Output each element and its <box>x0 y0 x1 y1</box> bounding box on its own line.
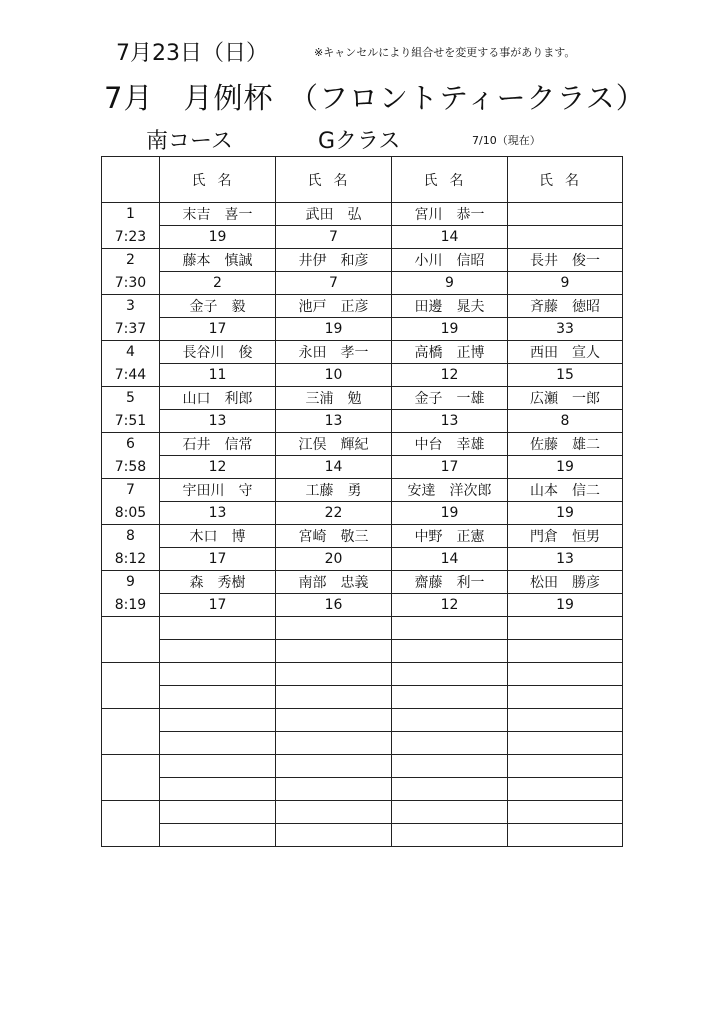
empty-cell <box>508 755 623 778</box>
player-handicap: 9 <box>392 272 508 295</box>
player-handicap: 12 <box>392 364 508 387</box>
empty-cell <box>276 732 392 755</box>
empty-cell <box>508 732 623 755</box>
player-name: 武田 弘 <box>276 203 392 226</box>
player-name: 田邊 晁夫 <box>392 295 508 318</box>
player-name: 長井 俊一 <box>508 249 623 272</box>
player-name: 安達 洋次郎 <box>392 479 508 502</box>
class-name: Gクラス <box>318 129 401 154</box>
player-name: 中野 正憲 <box>392 525 508 548</box>
group-handicap-row <box>102 548 623 571</box>
player-handicap: 8 <box>508 410 623 433</box>
empty-cell <box>392 640 508 663</box>
header-row <box>102 157 623 203</box>
player-name: 西田 宣人 <box>508 341 623 364</box>
tee-time: 7:51 <box>102 410 160 433</box>
as-of-date: 7/10（現在） <box>472 134 541 147</box>
group-number: 2 <box>102 249 160 272</box>
tee-time: 8:05 <box>102 502 160 525</box>
empty-row <box>102 617 623 640</box>
player-name: 高橋 正博 <box>392 341 508 364</box>
player-handicap: 13 <box>392 410 508 433</box>
empty-cell <box>160 640 276 663</box>
player-name: 宮崎 敬三 <box>276 525 392 548</box>
group-number: 7 <box>102 479 160 502</box>
empty-cell <box>160 617 276 640</box>
player-handicap: 10 <box>276 364 392 387</box>
group-number: 5 <box>102 387 160 410</box>
player-handicap: 19 <box>392 318 508 341</box>
empty-row <box>102 640 623 663</box>
player-handicap: 22 <box>276 502 392 525</box>
player-name: 山口 利郎 <box>160 387 276 410</box>
player-handicap: 12 <box>392 594 508 617</box>
player-handicap <box>508 226 623 249</box>
group-number: 9 <box>102 571 160 594</box>
empty-row <box>102 732 623 755</box>
group-handicap-row <box>102 456 623 479</box>
player-handicap: 11 <box>160 364 276 387</box>
player-handicap: 19 <box>508 456 623 479</box>
player-name: 小川 信昭 <box>392 249 508 272</box>
player-handicap: 33 <box>508 318 623 341</box>
empty-cell <box>392 709 508 732</box>
empty-cell <box>276 663 392 686</box>
player-name: 藤本 慎誠 <box>160 249 276 272</box>
player-handicap: 17 <box>160 548 276 571</box>
empty-cell <box>160 801 276 824</box>
player-name: 金子 毅 <box>160 295 276 318</box>
empty-cell <box>508 824 623 847</box>
player-handicap: 19 <box>276 318 392 341</box>
player-handicap: 17 <box>392 456 508 479</box>
empty-cell <box>276 617 392 640</box>
player-handicap: 19 <box>508 594 623 617</box>
tee-time: 7:30 <box>102 272 160 295</box>
player-handicap: 19 <box>508 502 623 525</box>
player-name: 三浦 勉 <box>276 387 392 410</box>
player-name: 斉藤 徳昭 <box>508 295 623 318</box>
player-name: 中台 幸雄 <box>392 433 508 456</box>
player-handicap: 17 <box>160 594 276 617</box>
player-name: 石井 信常 <box>160 433 276 456</box>
player-name: 木口 博 <box>160 525 276 548</box>
group-name-row <box>102 249 623 272</box>
group-handicap-row <box>102 318 623 341</box>
player-name: 山本 信二 <box>508 479 623 502</box>
empty-cell <box>508 686 623 709</box>
column-header: 氏名 <box>160 157 276 203</box>
empty-cell <box>276 709 392 732</box>
player-name: 井伊 和彦 <box>276 249 392 272</box>
tee-time: 8:19 <box>102 594 160 617</box>
player-name: 宇田川 守 <box>160 479 276 502</box>
group-handicap-row <box>102 226 623 249</box>
player-name: 齋藤 利一 <box>392 571 508 594</box>
empty-cell <box>160 686 276 709</box>
empty-cell <box>160 755 276 778</box>
player-handicap: 2 <box>160 272 276 295</box>
player-name: 江俣 輝紀 <box>276 433 392 456</box>
player-name: 工藤 勇 <box>276 479 392 502</box>
player-name: 門倉 恒男 <box>508 525 623 548</box>
group-name-row <box>102 479 623 502</box>
empty-cell <box>392 686 508 709</box>
empty-cell <box>392 755 508 778</box>
group-name-row <box>102 295 623 318</box>
player-handicap: 13 <box>160 410 276 433</box>
player-name: 南部 忠義 <box>276 571 392 594</box>
player-name: 佐藤 雄二 <box>508 433 623 456</box>
empty-cell <box>276 755 392 778</box>
group-number: 3 <box>102 295 160 318</box>
group-header <box>102 157 160 203</box>
group-handicap-row <box>102 410 623 433</box>
empty-cell <box>508 778 623 801</box>
player-handicap: 7 <box>276 226 392 249</box>
player-name <box>508 203 623 226</box>
group-name-row <box>102 387 623 410</box>
pairings-table <box>101 156 623 847</box>
player-name: 末吉 喜一 <box>160 203 276 226</box>
course-name: 南コース <box>146 129 233 154</box>
empty-cell <box>276 686 392 709</box>
player-handicap: 13 <box>508 548 623 571</box>
player-name: 松田 勝彦 <box>508 571 623 594</box>
empty-cell <box>392 801 508 824</box>
player-name: 広瀬 一郎 <box>508 387 623 410</box>
empty-cell <box>508 640 623 663</box>
player-handicap: 20 <box>276 548 392 571</box>
group-number: 6 <box>102 433 160 456</box>
empty-group-cell <box>102 617 160 663</box>
group-handicap-row <box>102 502 623 525</box>
player-handicap: 13 <box>276 410 392 433</box>
empty-cell <box>508 801 623 824</box>
player-handicap: 19 <box>160 226 276 249</box>
empty-cell <box>276 824 392 847</box>
group-number: 4 <box>102 341 160 364</box>
column-header: 氏名 <box>392 157 508 203</box>
event-date: 7月23日（日） <box>116 41 268 66</box>
empty-cell <box>160 663 276 686</box>
empty-row <box>102 801 623 824</box>
group-number: 1 <box>102 203 160 226</box>
empty-cell <box>276 640 392 663</box>
empty-group-cell <box>102 709 160 755</box>
page-title: 7月 月例杯 （フロントティークラス） <box>104 81 646 115</box>
empty-row <box>102 755 623 778</box>
tee-time: 7:58 <box>102 456 160 479</box>
empty-group-cell <box>102 755 160 801</box>
tee-time: 7:44 <box>102 364 160 387</box>
empty-cell <box>508 663 623 686</box>
empty-cell <box>392 824 508 847</box>
player-handicap: 12 <box>160 456 276 479</box>
player-name: 金子 一雄 <box>392 387 508 410</box>
player-handicap: 14 <box>392 226 508 249</box>
empty-cell <box>508 709 623 732</box>
player-handicap: 14 <box>276 456 392 479</box>
player-handicap: 7 <box>276 272 392 295</box>
empty-cell <box>392 617 508 640</box>
column-header: 氏名 <box>508 157 623 203</box>
cancellation-notice: ※キャンセルにより組合せを変更する事があります。 <box>314 46 576 59</box>
empty-cell <box>160 732 276 755</box>
empty-cell <box>276 801 392 824</box>
empty-row <box>102 824 623 847</box>
empty-row <box>102 709 623 732</box>
player-handicap: 16 <box>276 594 392 617</box>
player-handicap: 19 <box>392 502 508 525</box>
group-name-row <box>102 203 623 226</box>
group-name-row <box>102 433 623 456</box>
empty-group-cell <box>102 663 160 709</box>
group-handicap-row <box>102 272 623 295</box>
empty-cell <box>160 824 276 847</box>
column-header: 氏名 <box>276 157 392 203</box>
tee-time: 8:12 <box>102 548 160 571</box>
tee-time: 7:37 <box>102 318 160 341</box>
player-name: 永田 孝一 <box>276 341 392 364</box>
empty-row <box>102 663 623 686</box>
player-name: 長谷川 俊 <box>160 341 276 364</box>
group-number: 8 <box>102 525 160 548</box>
tee-time: 7:23 <box>102 226 160 249</box>
player-handicap: 17 <box>160 318 276 341</box>
group-handicap-row <box>102 364 623 387</box>
empty-cell <box>508 617 623 640</box>
empty-row <box>102 686 623 709</box>
empty-cell <box>392 778 508 801</box>
empty-row <box>102 778 623 801</box>
player-handicap: 9 <box>508 272 623 295</box>
player-name: 森 秀樹 <box>160 571 276 594</box>
group-name-row <box>102 571 623 594</box>
empty-cell <box>392 732 508 755</box>
empty-cell <box>160 778 276 801</box>
empty-cell <box>160 709 276 732</box>
empty-cell <box>276 778 392 801</box>
group-handicap-row <box>102 594 623 617</box>
empty-group-cell <box>102 801 160 847</box>
player-handicap: 14 <box>392 548 508 571</box>
player-handicap: 15 <box>508 364 623 387</box>
empty-cell <box>392 663 508 686</box>
group-name-row <box>102 525 623 548</box>
player-handicap: 13 <box>160 502 276 525</box>
group-name-row <box>102 341 623 364</box>
player-name: 宮川 恭一 <box>392 203 508 226</box>
player-name: 池戸 正彦 <box>276 295 392 318</box>
